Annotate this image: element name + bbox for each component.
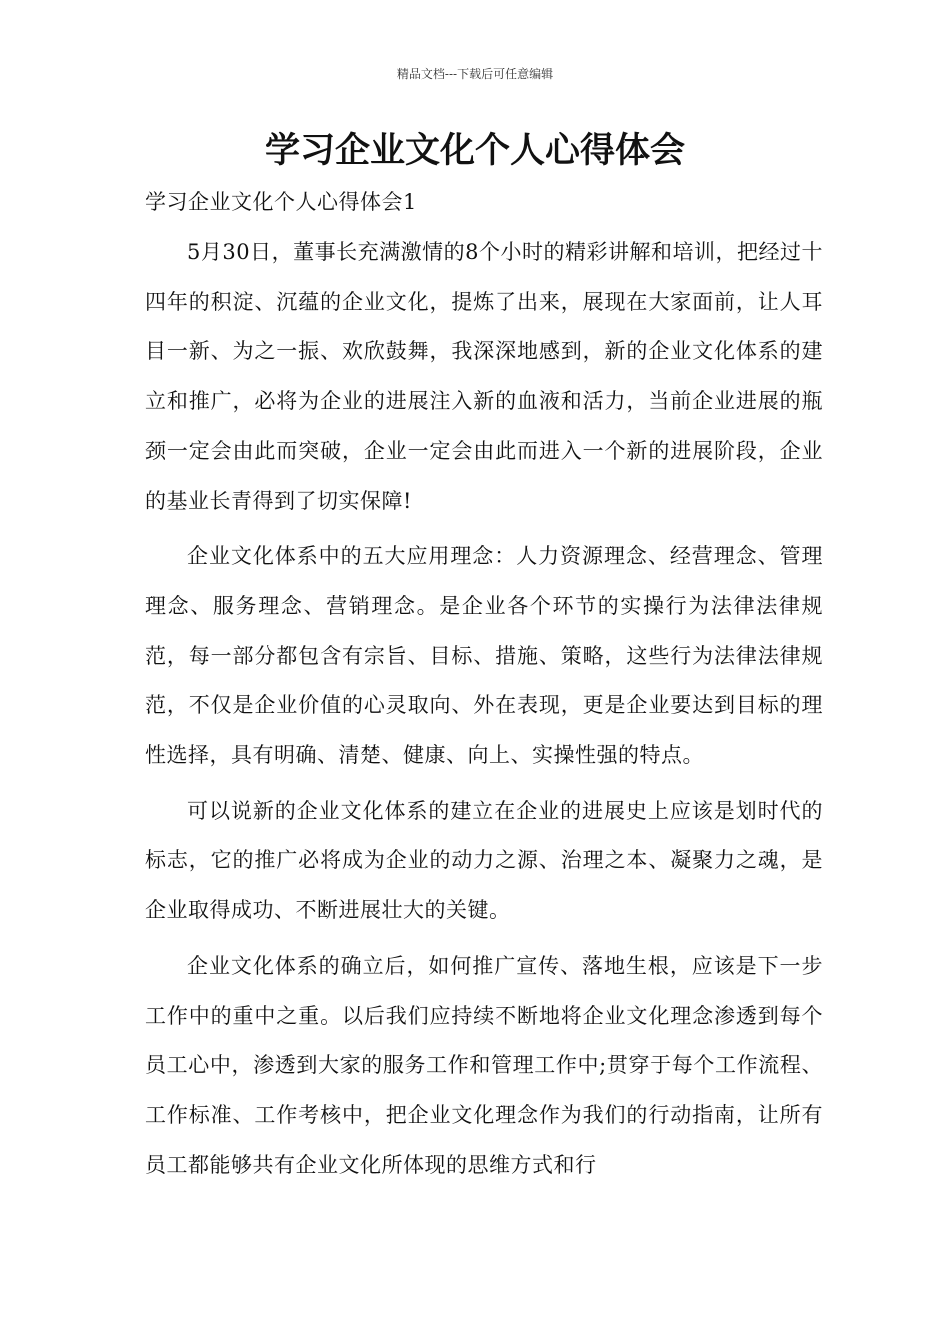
paragraph-2: 企业文化体系中的五大应用理念：人力资源理念、经营理念、管理理念、服务理念、营销理念。是企业各个环节的实操行为法律法律规范，每一部分都包含有宗旨、目标、措施、策略，这些行为法律法律规范，不仅是企业价值的心灵取向、外在表现，更是企业要达到目标的理性选择，具有明确、清楚、健康、向上、实操性强的特点。 <box>145 544 823 768</box>
header-note: 精品文档---下载后可任意编辑 <box>396 67 554 81</box>
document-body <box>145 182 823 1190</box>
section-subtitle: 学习企业文化个人心得体会1 <box>145 190 417 214</box>
paragraph-4: 企业文化体系的确立后，如何推广宣传、落地生根，应该是下一步工作中的重中之重。以后我们应持续不断地将企业文化理念渗透到每个员工心中，渗透到大家的服务工作和管理工作中;贯穿于每个工作流程、工作标准、工作考核中，把企业文化理念作为我们的行动指南，让所有员工都能够共有企业文化所体现的思维方式和行 <box>145 953 823 1177</box>
paragraph-1: 5月30日，董事长充满激情的8个小时的精彩讲解和培训，把经过十四年的积淀、沉蕴的企业文化，提炼了出来，展现在大家面前，让人耳目一新、为之一振、欢欣鼓舞，我深深地感到，新的企业文化体系的建立和推广，必将为企业的进展注入新的血液和活力，当前企业进展的瓶颈一定会由此而突破，企业一定会由此而进入一个新的进展阶段，企业的基业长青得到了切实保障! <box>145 240 823 513</box>
document-title: 学习企业文化个人心得体会 <box>264 130 685 171</box>
paragraph-3: 可以说新的企业文化体系的建立在企业的进展史上应该是划时代的标志，它的推广必将成为企业的动力之源、治理之本、凝聚力之魂，是企业取得成功、不断进展壮大的关键。 <box>145 798 823 923</box>
